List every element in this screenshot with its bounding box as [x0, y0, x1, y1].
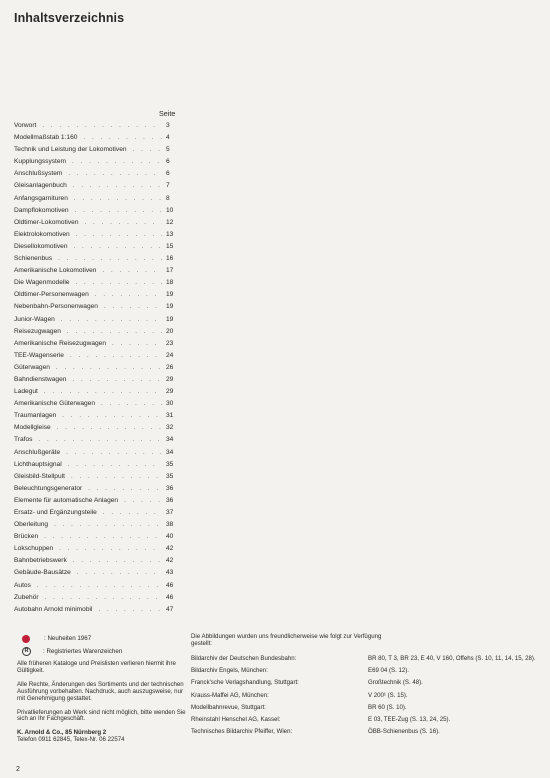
toc-entry-label: Trafos: [14, 436, 33, 444]
toc-entry-label: Oldtimer-Lokomotiven: [14, 218, 79, 226]
toc-leader-dots: [54, 519, 162, 531]
toc-entry-page: 46: [166, 581, 174, 589]
credit-reference: E 03, TEE-Zug (S. 13, 24, 25).: [368, 715, 451, 723]
toc-leader-dots: [74, 241, 162, 253]
toc-entry-label: Nebenbahn-Personenwagen: [14, 303, 98, 311]
toc-leader-dots: [75, 205, 162, 217]
toc-entry: [14, 386, 178, 398]
toc-leader-dots: [67, 326, 162, 338]
toc-leader-dots: [133, 144, 162, 156]
toc-entry-label: Beleuchtungsgenerator: [14, 484, 83, 492]
credit-row: [191, 679, 536, 691]
toc-leader-dots: [44, 386, 162, 398]
toc-leader-dots: [71, 471, 162, 483]
toc-entry-label: Brücken: [14, 533, 39, 541]
toc-entry-page: 24: [166, 351, 174, 359]
toc-page-column-heading: Seite: [159, 109, 176, 118]
table-of-contents: [14, 120, 178, 616]
toc-leader-dots: [72, 374, 162, 386]
toc-entry-label: Amerikanische Reisezugwagen: [14, 339, 106, 347]
toc-entry-label: Bahnbetriebswerk: [14, 557, 67, 565]
toc-entry: [14, 132, 178, 144]
toc-entry-label: Oberleitung: [14, 521, 49, 529]
toc-entry: [14, 265, 178, 277]
image-credits: [191, 655, 536, 740]
toc-entry-label: Anfangsgarnituren: [14, 194, 68, 202]
new-item-dot-icon: [22, 635, 30, 643]
toc-entry: [14, 434, 178, 446]
toc-entry-page: 32: [166, 424, 174, 432]
toc-entry-page: 13: [166, 230, 174, 238]
toc-entry: [14, 314, 178, 326]
toc-entry-label: Schienenbus: [14, 255, 53, 263]
toc-entry-page: 8: [166, 194, 170, 202]
toc-entry: [14, 144, 178, 156]
toc-entry: [14, 241, 178, 253]
toc-leader-dots: [83, 132, 162, 144]
toc-entry-label: Reisezugwagen: [14, 327, 61, 335]
toc-leader-dots: [103, 507, 162, 519]
credit-source: Bildarchiv Engels, München:: [191, 667, 268, 675]
legend-new-label: : Neuheiten 1967: [44, 634, 92, 642]
page-number: 2: [16, 766, 20, 773]
toc-entry-label: Dampflokomotiven: [14, 206, 69, 214]
toc-entry-label: Technik und Leistung der Lokomotiven: [14, 146, 127, 154]
toc-leader-dots: [57, 422, 162, 434]
legend-new-row: [22, 632, 122, 645]
toc-entry-page: 26: [166, 363, 174, 371]
toc-leader-dots: [73, 555, 162, 567]
note-deliveries: Privatlieferungen ab Werk sind nicht möglich, bitte wenden Sie sich an Ihr Fachgeschäft.: [17, 708, 186, 723]
toc-entry-page: 34: [166, 448, 174, 456]
toc-leader-dots: [56, 362, 162, 374]
note-rights: Alle Rechte, Änderungen des Sortiments und der technischen Ausführung vorbehalten. Nachdruck, auch auszugsweise, nur mit Genehmigung gestattet.: [17, 680, 184, 702]
toc-entry-page: 47: [166, 605, 174, 613]
registered-trademark-icon: R: [22, 647, 31, 656]
toc-leader-dots: [58, 253, 162, 265]
toc-leader-dots: [104, 301, 162, 313]
toc-entry-page: 35: [166, 472, 174, 480]
toc-entry-label: Modellgleise: [14, 424, 51, 432]
toc-entry-page: 46: [166, 593, 174, 601]
toc-entry-page: 7: [166, 182, 170, 190]
toc-leader-dots: [85, 217, 163, 229]
toc-entry: [14, 253, 178, 265]
credit-row: [191, 716, 536, 728]
toc-entry-label: TEE-Wagenserie: [14, 351, 64, 359]
toc-entry-label: Gleisanlagenbuch: [14, 182, 67, 190]
toc-entry: [14, 604, 178, 616]
toc-entry: [14, 459, 178, 471]
toc-entry-label: Kupplungssystem: [14, 158, 67, 166]
toc-entry-label: Diesellokomotiven: [14, 242, 68, 250]
credit-row: [191, 667, 536, 679]
legend-registered-label: : Registriertes Warenzeichen: [43, 647, 123, 655]
toc-entry-label: Gleisbild-Stellpult: [14, 472, 65, 480]
toc-entry-label: Modellmaßstab 1:160: [14, 134, 78, 142]
toc-entry: [14, 580, 178, 592]
toc-entry-label: Amerikanische Lokomotiven: [14, 267, 97, 275]
credit-row: [191, 692, 536, 704]
toc-entry-page: 29: [166, 375, 174, 383]
toc-entry-label: Amerikanische Güterwagen: [14, 400, 95, 408]
toc-leader-dots: [72, 156, 162, 168]
toc-entry-page: 36: [166, 484, 174, 492]
credit-reference: BR 80, T 3, BR 23, E 40, V 160, Offehs (S. 10, 11, 14, 15, 28).: [368, 655, 536, 662]
toc-entry-label: Lichthauptsignal: [14, 460, 62, 468]
toc-entry: [14, 531, 178, 543]
page-title: Inhaltsverzeichnis: [14, 11, 125, 25]
toc-entry-page: 38: [166, 521, 174, 529]
toc-leader-dots: [101, 398, 162, 410]
toc-entry: [14, 326, 178, 338]
toc-entry: [14, 398, 178, 410]
toc-entry: [14, 301, 178, 313]
toc-leader-dots: [68, 168, 162, 180]
toc-entry-page: 42: [166, 557, 174, 565]
toc-leader-dots: [66, 447, 162, 459]
toc-leader-dots: [102, 265, 162, 277]
toc-entry-page: 6: [166, 158, 170, 166]
toc-entry: [14, 289, 178, 301]
toc-entry: [14, 422, 178, 434]
legend-registered-row: [22, 645, 122, 658]
credit-reference: BR 60 (S. 10).: [368, 703, 407, 711]
toc-entry-page: 30: [166, 400, 174, 408]
toc-entry: [14, 410, 178, 422]
toc-entry-page: 35: [166, 460, 174, 468]
credit-source: Technisches Bildarchiv Pfeiffer, Wien:: [191, 728, 293, 736]
toc-entry-page: 42: [166, 545, 174, 553]
toc-entry: [14, 350, 178, 362]
company-contact: Telefon 0911 62845, Telex-Nr. 06 22574: [17, 736, 125, 744]
toc-entry-label: Ersatz- und Ergänzungsteile: [14, 509, 97, 516]
toc-entry: [14, 592, 178, 604]
credit-reference: V 200¹ (S. 15).: [368, 691, 408, 699]
toc-entry: [14, 217, 178, 229]
toc-leader-dots: [88, 483, 162, 495]
toc-leader-dots: [61, 314, 162, 326]
toc-entry-label: Junior-Wagen: [14, 315, 55, 323]
toc-entry: [14, 205, 178, 217]
toc-entry-label: Elektrolokomotiven: [14, 230, 70, 238]
toc-entry-page: 23: [166, 339, 174, 347]
credit-source: Franck'sche Verlagshandlung, Stuttgart:: [191, 679, 299, 687]
toc-leader-dots: [76, 229, 162, 241]
toc-entry-label: Lokschuppen: [14, 545, 54, 553]
toc-entry-label: Güterwagen: [14, 363, 50, 371]
toc-leader-dots: [124, 495, 162, 507]
toc-entry-label: Traumanlagen: [14, 412, 57, 420]
toc-entry-label: Autobahn Arnold minimobil: [14, 605, 93, 613]
toc-leader-dots: [73, 180, 162, 192]
toc-entry-page: 17: [166, 267, 174, 275]
toc-entry: [14, 374, 178, 386]
toc-leader-dots: [95, 289, 162, 301]
notes-block: [17, 661, 192, 744]
toc-entry-label: Ladegut: [14, 388, 38, 396]
toc-leader-dots: [38, 434, 162, 446]
toc-entry-page: 29: [166, 388, 174, 396]
toc-leader-dots: [44, 531, 162, 543]
toc-entry-page: 10: [166, 206, 174, 214]
toc-entry-page: 16: [166, 255, 174, 263]
toc-leader-dots: [74, 193, 162, 205]
credit-reference: E69 04 (S. 12).: [368, 667, 409, 675]
toc-entry-page: 34: [166, 436, 174, 444]
toc-entry-label: Anschlußgeräte: [14, 448, 61, 456]
credit-source: Bildarchiv der Deutschen Bundesbahn:: [191, 655, 297, 662]
toc-entry-label: Anschlußsystem: [14, 170, 63, 178]
toc-entry: [14, 168, 178, 180]
credit-row: [191, 704, 536, 716]
toc-entry: [14, 447, 178, 459]
toc-entry-page: 43: [166, 569, 174, 577]
toc-entry-label: Gebäude-Bausätze: [14, 569, 71, 577]
toc-entry: [14, 507, 178, 519]
toc-leader-dots: [68, 459, 162, 471]
toc-entry: [14, 471, 178, 483]
toc-entry-page: 4: [166, 134, 170, 142]
toc-entry: [14, 120, 178, 132]
toc-leader-dots: [75, 277, 162, 289]
toc-entry: [14, 543, 178, 555]
toc-entry: [14, 193, 178, 205]
toc-entry-label: Die Wagenmodelle: [14, 279, 70, 287]
company-name: K. Arnold & Co., 85 Nürnberg 2: [17, 729, 107, 737]
toc-entry-page: 15: [166, 242, 174, 250]
toc-entry: [14, 229, 178, 241]
credit-row: [191, 728, 536, 740]
toc-entry-page: 37: [166, 509, 174, 516]
toc-leader-dots: [98, 604, 162, 616]
toc-entry: [14, 338, 178, 350]
credit-reference: ÖBB-Schienenbus (S. 16).: [368, 728, 440, 736]
toc-leader-dots: [62, 410, 162, 422]
toc-entry: [14, 277, 178, 289]
toc-entry-page: 20: [166, 327, 174, 335]
toc-leader-dots: [45, 592, 162, 604]
toc-entry-page: 19: [166, 315, 174, 323]
toc-entry: [14, 180, 178, 192]
credit-reference: Großtechnik (S. 48).: [368, 679, 423, 687]
credit-source: Rheinstahl Henschel AG, Kassel:: [191, 715, 281, 723]
toc-entry: [14, 362, 178, 374]
toc-entry-label: Elemente für automatische Anlagen: [14, 496, 119, 504]
toc-leader-dots: [112, 338, 162, 350]
toc-entry: [14, 519, 178, 531]
toc-entry-page: 5: [166, 146, 170, 154]
toc-entry-page: 36: [166, 496, 174, 504]
toc-leader-dots: [37, 580, 162, 592]
toc-leader-dots: [59, 543, 162, 555]
toc-entry: [14, 555, 178, 567]
toc-entry: [14, 567, 178, 579]
legend: [22, 632, 122, 658]
credits-intro: Die Abbildungen wurden uns freundlicherweise wie folgt zur Verfügung gestellt:: [191, 633, 382, 647]
toc-entry: [14, 156, 178, 168]
toc-entry-page: 19: [166, 291, 174, 299]
credit-source: Krauss-Maffei AG, München:: [191, 691, 269, 699]
credit-row: [191, 655, 536, 667]
toc-entry: [14, 495, 178, 507]
toc-entry-page: 12: [166, 218, 174, 226]
toc-entry-label: Autos: [14, 581, 31, 589]
note-catalog-validity: Alle früheren Kataloge und Preislisten verlieren hiermit ihre Gültigkeit.: [17, 660, 176, 674]
credit-source: Modellbahnrevue, Stuttgart:: [191, 703, 266, 711]
toc-leader-dots: [42, 120, 162, 132]
toc-leader-dots: [77, 567, 162, 579]
toc-leader-dots: [70, 350, 162, 362]
toc-entry-page: 18: [166, 279, 174, 287]
toc-entry: [14, 483, 178, 495]
toc-entry-page: 19: [166, 303, 174, 311]
toc-entry-label: Oldtimer-Personenwagen: [14, 291, 89, 299]
toc-entry-label: Bahndienstwagen: [14, 375, 67, 383]
toc-entry-label: Zubehör: [14, 593, 39, 601]
toc-entry-page: 40: [166, 533, 174, 541]
toc-entry-label: Vorwort: [14, 122, 37, 129]
toc-entry-page: 3: [166, 122, 170, 129]
toc-entry-page: 31: [166, 412, 174, 420]
toc-entry-page: 6: [166, 170, 170, 178]
